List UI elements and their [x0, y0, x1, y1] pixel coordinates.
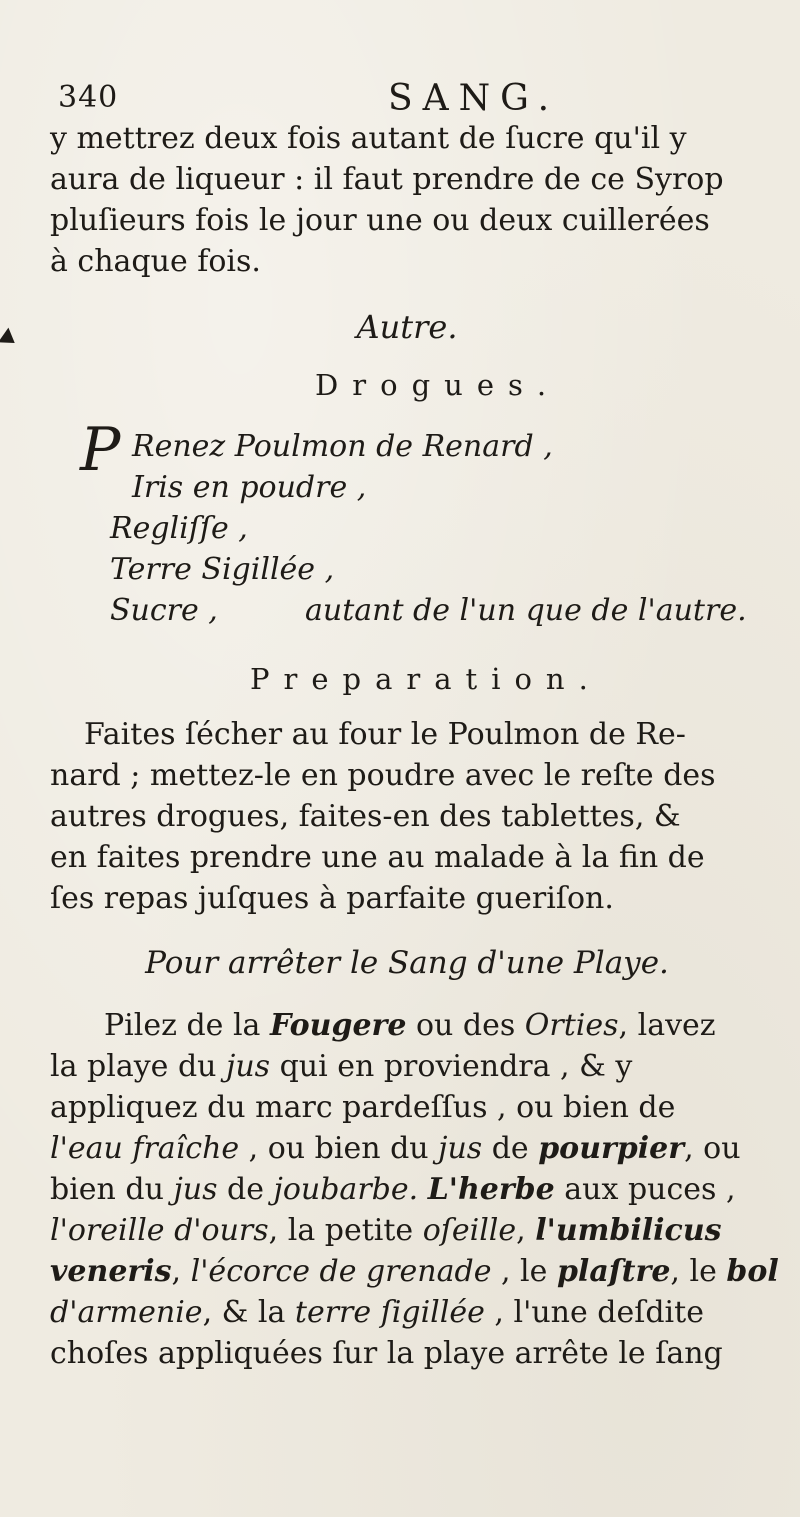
text-run: Pilez de la: [104, 1008, 270, 1043]
text-run: d'armenie: [50, 1295, 203, 1330]
text-run: choſes appliquées ſur la playe arrête le ſang: [50, 1336, 723, 1371]
text-line: Faites ſécher au four le Poulmon de Re-: [84, 717, 686, 752]
text-run: ou des: [406, 1008, 525, 1043]
text-line: [50, 1087, 764, 1128]
text-line: [50, 1169, 764, 1210]
text-run: qui en proviendra , & y: [270, 1049, 633, 1084]
pour-paragraph: [50, 1005, 779, 1374]
text-run: , & la: [202, 1295, 295, 1330]
text-run: , la petite: [268, 1213, 423, 1248]
list-item-label: Sucre ,: [110, 593, 218, 628]
text-run: terre ſigillée: [294, 1295, 485, 1330]
running-head: SANG.: [388, 78, 560, 119]
text-line: [50, 1333, 764, 1374]
text-run: , lavez: [618, 1008, 716, 1043]
pointer-mark-icon: [0, 328, 20, 351]
pour-heading: Pour arrêter le Sang d'une Playe.: [145, 945, 669, 981]
list-item: [50, 590, 764, 631]
text-run: ,: [516, 1213, 536, 1248]
text-run: ,: [171, 1254, 191, 1289]
text-run: l'écorce de grenade: [190, 1254, 492, 1289]
text-line: [50, 1292, 764, 1333]
text-run: plaſtre: [556, 1254, 671, 1289]
text-line: autres drogues, faites-en des tablettes, &: [50, 799, 681, 834]
text-run: Fougere: [269, 1008, 407, 1043]
text-line: [50, 1210, 764, 1251]
page-header: [58, 78, 758, 118]
text-run: , ou: [684, 1131, 741, 1166]
text-run: joubarbe.: [273, 1172, 419, 1207]
page-number: 340: [58, 80, 119, 115]
page-content: [50, 118, 779, 1374]
autre-heading: Autre.: [356, 308, 458, 346]
text-run: , ou bien du: [239, 1131, 439, 1166]
list-item: Regliſſe ,: [110, 511, 248, 546]
preparation-heading: Preparation.: [250, 662, 602, 696]
text-line: [50, 1005, 764, 1046]
list-item: Renez Poulmon de Renard ,: [132, 429, 553, 464]
text-run: pourpier: [538, 1131, 685, 1166]
text-run: l'umbilicus: [535, 1213, 722, 1248]
text-run: Orties: [524, 1008, 619, 1043]
text-run: veneris: [50, 1254, 172, 1289]
list-item: Iris en poudre ,: [132, 470, 367, 505]
list-item: Terre Sigillée ,: [110, 552, 335, 587]
text-line: nard ; mettez-le en poudre avec le reſte des: [50, 758, 716, 793]
text-line: aura de liqueur : il faut prendre de ce Syrop: [50, 162, 724, 197]
text-run: de: [217, 1172, 274, 1207]
quantity-note: autant de l'un que de l'autre.: [305, 593, 747, 628]
text-run: l'eau fraîche: [50, 1131, 240, 1166]
text-run: la playe du: [50, 1049, 227, 1084]
text-run: [418, 1172, 428, 1207]
text-run: de: [482, 1131, 539, 1166]
text-run: bien du: [50, 1172, 174, 1207]
text-run: bol: [726, 1254, 779, 1289]
text-run: jus: [173, 1172, 218, 1207]
drogues-list: [50, 415, 764, 636]
text-run: oſeille: [422, 1213, 517, 1248]
text-run: aux puces ,: [554, 1172, 736, 1207]
text-run: l'oreille d'ours: [50, 1213, 269, 1248]
text-run: , l'une deſdite: [484, 1295, 704, 1330]
text-line: à chaque fois.: [50, 244, 261, 279]
drop-cap: P: [80, 415, 121, 485]
preparation-paragraph: [50, 714, 764, 919]
text-line: en faites prendre une au malade à la fin de: [50, 840, 705, 875]
text-run: , le: [670, 1254, 727, 1289]
continuation-paragraph: [50, 118, 764, 282]
text-line: pluſieurs fois le jour une ou deux cuillerées: [50, 203, 710, 238]
drogues-heading: Drogues.: [315, 368, 561, 402]
text-line: [50, 1128, 764, 1169]
text-run: , le: [491, 1254, 557, 1289]
text-run: L'herbe: [427, 1172, 555, 1207]
text-run: jus: [438, 1131, 483, 1166]
text-run: jus: [226, 1049, 271, 1084]
text-line: [50, 1046, 764, 1087]
text-line: ſes repas juſques à parfaite gueriſon.: [50, 881, 614, 916]
text-line: [50, 1251, 779, 1292]
text-line: y mettrez deux fois autant de ſucre qu'il y: [50, 121, 687, 156]
text-run: appliquez du marc pardeſſus , ou bien de: [50, 1090, 676, 1125]
